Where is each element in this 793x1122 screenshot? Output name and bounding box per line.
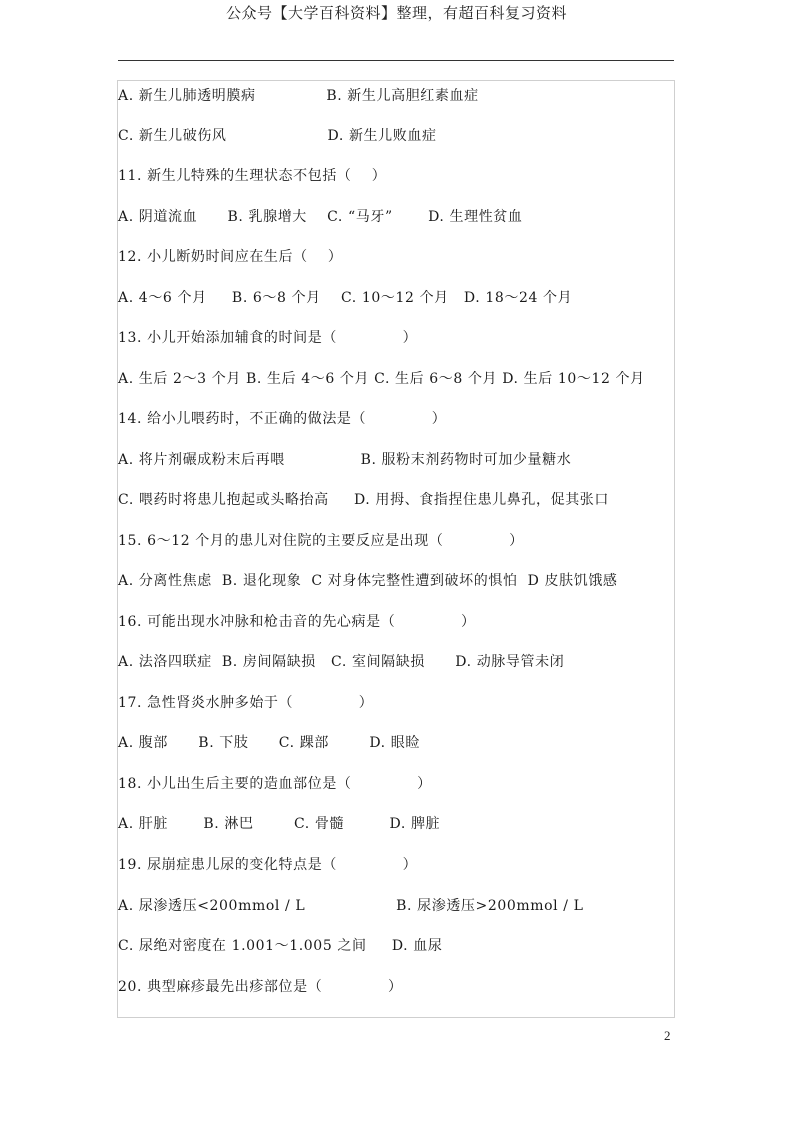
page-number: 2 xyxy=(664,1028,671,1043)
question-14: 14. 给小儿喂药时，不正确的做法是（ ） xyxy=(118,411,447,427)
question-19: 19. 尿崩症患儿尿的变化特点是（ ） xyxy=(118,857,418,873)
question-18: 18. 小儿出生后主要的造血部位是（ ） xyxy=(118,776,432,792)
question-15: 15. 6～12 个月的患儿对住院的主要反应是出现（ ） xyxy=(118,533,524,549)
text-line: A. 新生儿肺透明膜病 B. 新生儿高胆红素血症 xyxy=(118,88,479,104)
options-18: A. 肝脏 B. 淋巴 C. 骨髓 D. 脾脏 xyxy=(118,816,441,832)
question-13: 13. 小儿开始添加辅食的时间是（ ） xyxy=(118,330,418,346)
page-header: 公众号【大学百科资料】整理，有超百科复习资料 xyxy=(225,4,567,22)
options-19-ab: A. 尿渗透压<200mmol / L B. 尿渗透压>200mmol / L xyxy=(118,898,584,914)
options-13: A. 生后 2～3 个月 B. 生后 4～6 个月 C. 生后 6～8 个月 D. 生后 10～12 个月 xyxy=(118,371,645,387)
options-16: A. 法洛四联症 B. 房间隔缺损 C. 室间隔缺损 D. 动脉导管未闭 xyxy=(118,654,565,670)
question-12: 12. 小儿断奶时间应在生后（ ） xyxy=(118,249,343,265)
question-17: 17. 急性肾炎水肿多始于（ ） xyxy=(118,695,374,711)
options-14-cd: C. 喂药时将患儿抱起或头略抬高 D. 用拇、食指捏住患儿鼻孔，促其张口 xyxy=(118,492,609,508)
options-11: A. 阴道流血 B. 乳腺增大 C. “马牙” D. 生理性贫血 xyxy=(118,209,523,225)
options-19-cd: C. 尿绝对密度在 1.001～1.005 之间 D. 血尿 xyxy=(118,938,443,954)
header-divider xyxy=(118,60,674,61)
text-line: C. 新生儿破伤风 D. 新生儿败血症 xyxy=(118,128,437,144)
options-15: A. 分离性焦虑 B. 退化现象 C 对身体完整性遭到破坏的惧怕 D 皮肤饥饿感 xyxy=(118,573,618,589)
question-20: 20. 典型麻疹最先出疹部位是（ ） xyxy=(118,979,403,995)
question-16: 16. 可能出现水冲脉和枪击音的先心病是（ ） xyxy=(118,614,476,630)
options-12: A. 4～6 个月 B. 6～8 个月 C. 10～12 个月 D. 18～24 个月 xyxy=(118,290,573,306)
options-14-ab: A. 将片剂碾成粉末后再喂 B. 服粉末剂药物时可加少量糖水 xyxy=(118,452,572,468)
options-17: A. 腹部 B. 下肢 C. 踝部 D. 眼睑 xyxy=(118,735,420,751)
question-11: 11. 新生儿特殊的生理状态不包括（ ） xyxy=(118,168,387,184)
